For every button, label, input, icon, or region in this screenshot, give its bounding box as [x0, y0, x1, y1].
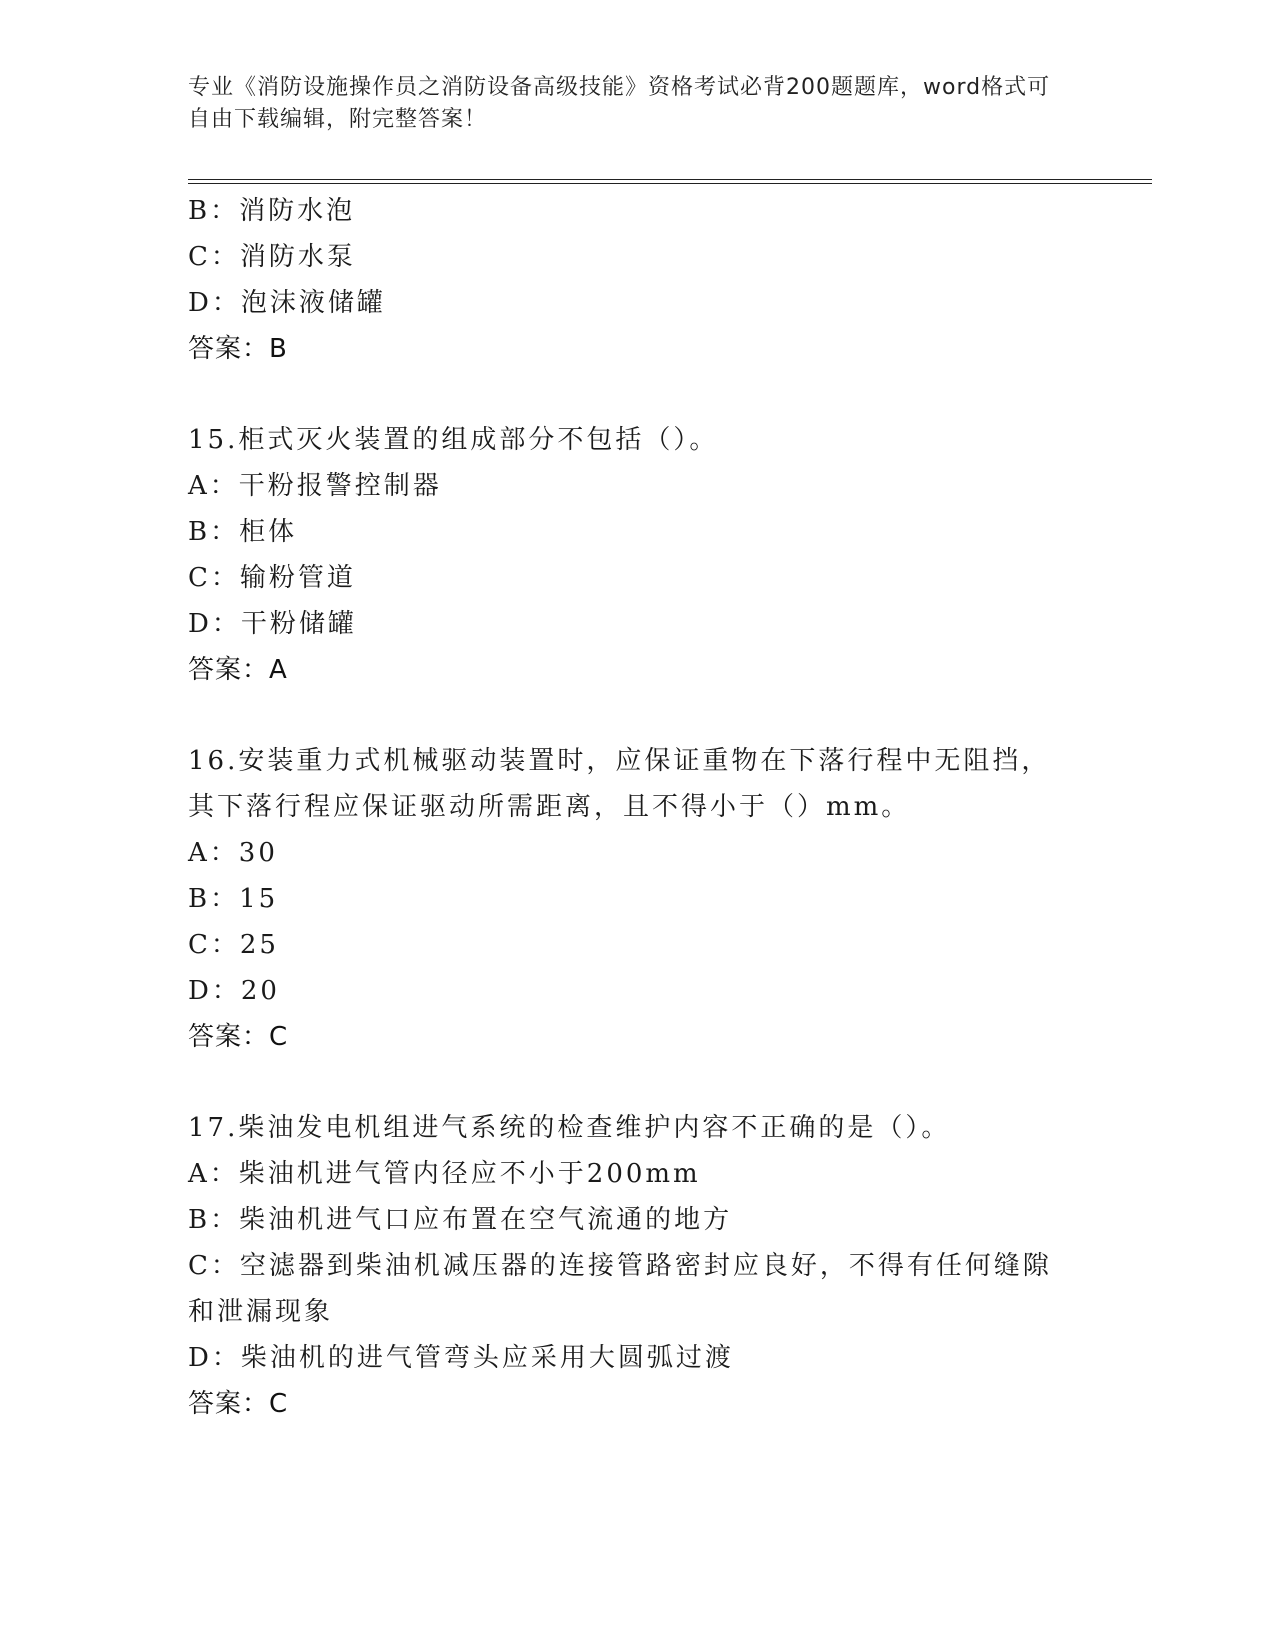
question-block-17	[188, 1105, 1088, 1427]
option-a: A：30	[188, 838, 278, 868]
option-b: B：消防水泡	[188, 196, 356, 226]
document-header: 专业《消防设施操作员之消防设备高级技能》资格考试必背200题题库，word格式可自由下载编辑，附完整答案！	[188, 75, 1051, 132]
option-a: A：柴油机进气管内径应不小于200mm	[188, 1159, 701, 1189]
option-b: B：15	[188, 884, 279, 914]
question-block-15	[188, 417, 1088, 693]
header-divider-bottom	[188, 183, 1152, 184]
option-c: C：25	[188, 930, 279, 960]
question-stem: 15.柜式灭火装置的组成部分不包括（）。	[188, 425, 719, 455]
question-block-16	[188, 738, 1088, 1060]
answer-line: 答案：A	[188, 655, 288, 685]
option-c: C：输粉管道	[188, 563, 356, 593]
answer-line: 答案：C	[188, 1389, 289, 1419]
option-c: C：空滤器到柴油机减压器的连接管路密封应良好，不得有任何缝隙和泄漏现象	[188, 1251, 1052, 1327]
option-a: A：干粉报警控制器	[188, 471, 442, 501]
question-stem: 16.安装重力式机械驱动装置时，应保证重物在下落行程中无阻挡，其下落行程应保证驱动所需距离，且不得小于（）mm。	[188, 746, 1051, 822]
option-b: B：柴油机进气口应布置在空气流通的地方	[188, 1205, 733, 1235]
option-d: D：泡沫液储罐	[188, 288, 386, 318]
question-block-prev	[188, 188, 1088, 372]
question-list	[188, 188, 1088, 1427]
option-d: D：干粉储罐	[188, 609, 357, 639]
option-d: D：柴油机的进气管弯头应采用大圆弧过渡	[188, 1343, 734, 1373]
option-b: B：柜体	[188, 517, 298, 547]
answer-line: 答案：C	[188, 1022, 289, 1052]
header-divider-top	[188, 179, 1152, 180]
question-stem: 17.柴油发电机组进气系统的检查维护内容不正确的是（）。	[188, 1113, 951, 1143]
option-d: D：20	[188, 976, 280, 1006]
option-c: C：消防水泵	[188, 242, 356, 272]
answer-line: 答案：B	[188, 334, 288, 364]
